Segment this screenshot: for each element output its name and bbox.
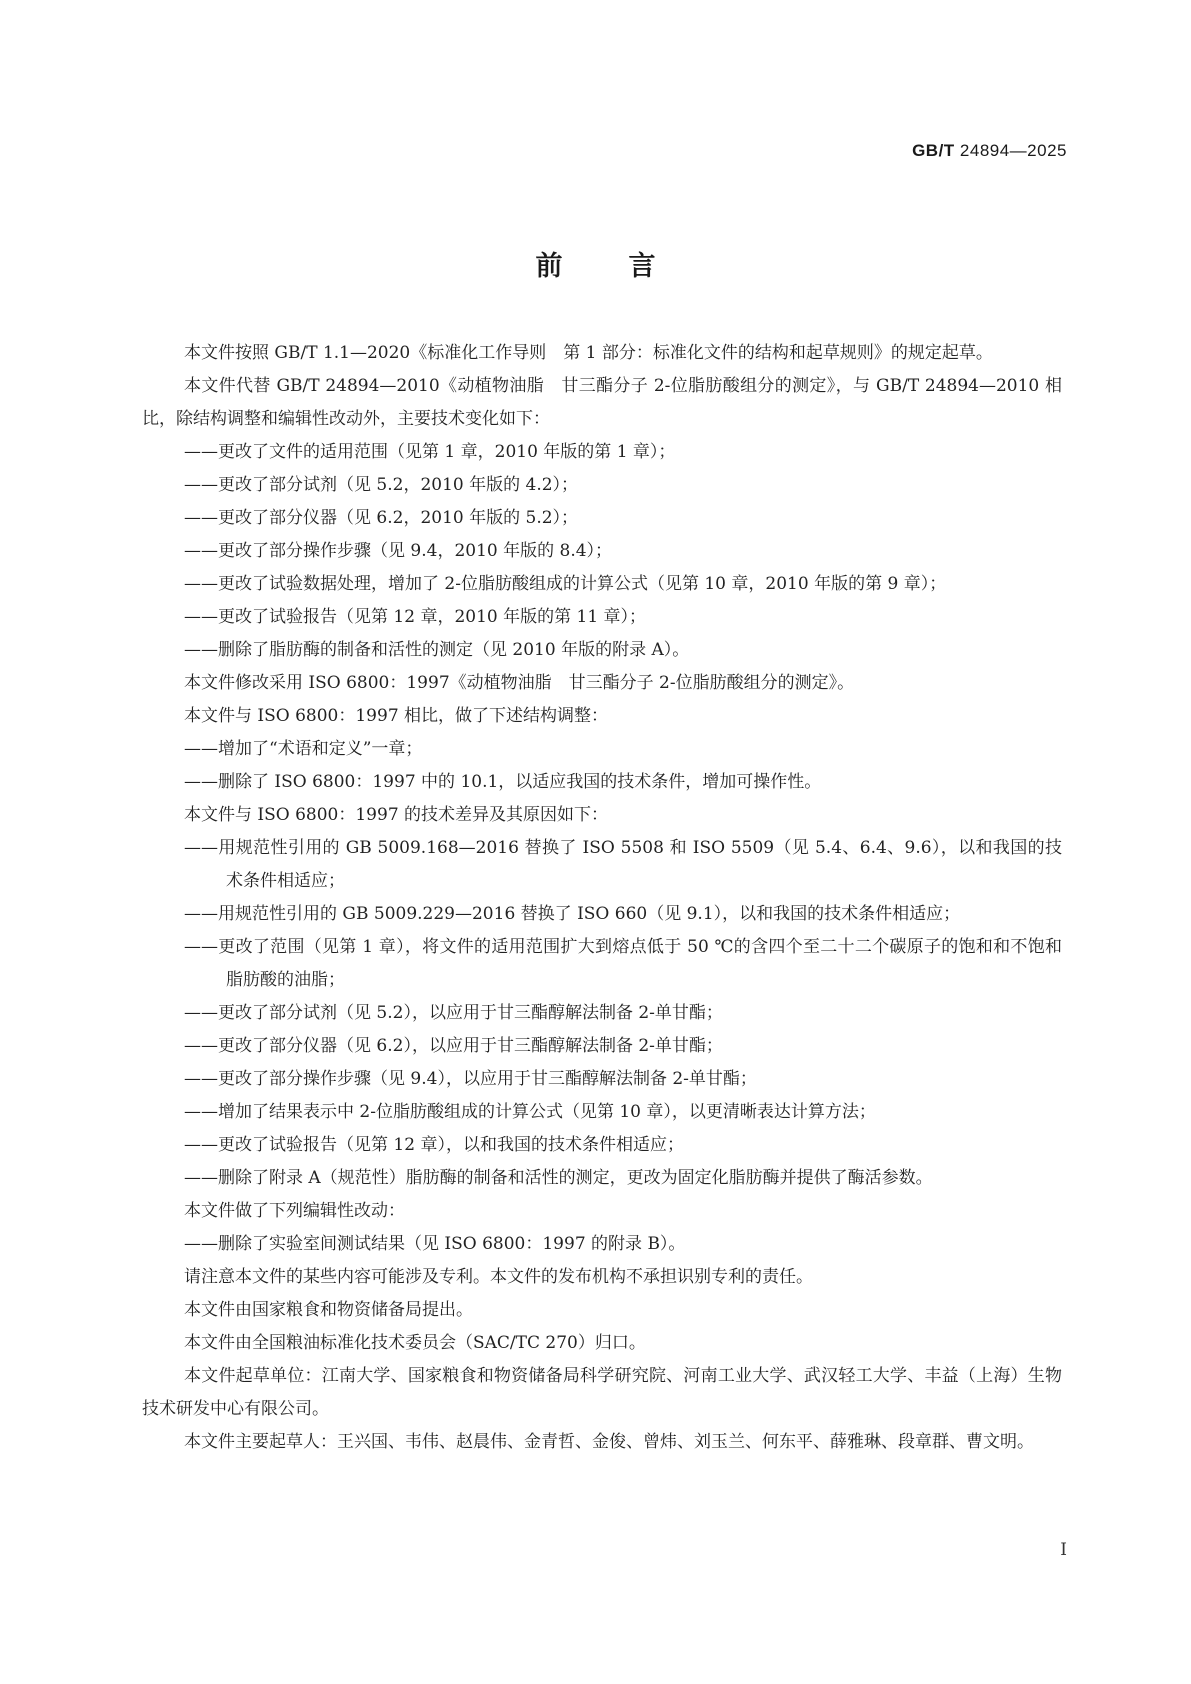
list-item: ——更改了部分仪器（见 6.2），以应用于甘三酯醇解法制备 2-单甘酯； <box>184 1036 723 1056</box>
list-item: ——删除了附录 A（规范性）脂肪酶的制备和活性的测定，更改为固定化脂肪酶并提供了酶活参数。 <box>184 1168 933 1188</box>
list-item: ——更改了范围（见第 1 章），将文件的适用范围扩大到熔点低于 50 ℃的含四个至二十二个碳原子的饱和和不饱和脂肪酸的油脂； <box>184 937 1062 990</box>
foreword-body <box>142 337 1062 1459</box>
page-number: Ⅰ <box>1060 1540 1067 1560</box>
paragraph: 本文件按照 GB/T 1.1—2020《标准化工作导则 第 1 部分：标准化文件的结构和起草规则》的规定起草。 <box>184 343 993 363</box>
standard-number <box>912 141 1067 161</box>
list-item: ——更改了部分操作步骤（见 9.4），以应用于甘三酯醇解法制备 2-单甘酯； <box>184 1069 757 1089</box>
list-item: ——删除了 ISO 6800：1997 中的 10.1，以适应我国的技术条件，增加可操作性。 <box>184 772 822 792</box>
list-item: ——删除了脂肪酶的制备和活性的测定（见 2010 年版的附录 A）。 <box>184 640 690 660</box>
paragraph: 本文件代替 GB/T 24894—2010《动植物油脂 甘三酯分子 2-位脂肪酸组分的测定》，与 GB/T 24894—2010 相比，除结构调整和编辑性改动外，主要技术变化如下： <box>142 376 1062 429</box>
paragraph: 本文件由国家粮食和物资储备局提出。 <box>184 1300 473 1320</box>
paragraph: 请注意本文件的某些内容可能涉及专利。本文件的发布机构不承担识别专利的责任。 <box>184 1267 813 1287</box>
list-item: ——更改了部分试剂（见 5.2，2010 年版的 4.2）； <box>184 475 579 495</box>
standard-code: 24894—2025 <box>959 141 1067 160</box>
list-item: ——删除了实验室间测试结果（见 ISO 6800：1997 的附录 B）。 <box>184 1234 686 1254</box>
list-item: ——更改了试验报告（见第 12 章），以和我国的技术条件相适应； <box>184 1135 684 1155</box>
list-item: ——更改了试验数据处理，增加了 2-位脂肪酸组成的计算公式（见第 10 章，2010 年版的第 9 章）； <box>184 574 947 594</box>
list-item: ——用规范性引用的 GB 5009.168—2016 替换了 ISO 5508 和 ISO 5509（见 5.4、6.4、9.6），以和我国的技术条件相适应； <box>184 838 1062 891</box>
paragraph: 本文件做了下列编辑性改动： <box>184 1201 405 1221</box>
list-item: ——增加了“术语和定义”一章； <box>184 739 423 759</box>
list-item: ——更改了部分操作步骤（见 9.4，2010 年版的 8.4）； <box>184 541 613 561</box>
paragraph: 本文件修改采用 ISO 6800：1997《动植物油脂 甘三酯分子 2-位脂肪酸组分的测定》。 <box>184 673 855 693</box>
list-item: ——增加了结果表示中 2-位脂肪酸组成的计算公式（见第 10 章），以更清晰表达计算方法； <box>184 1102 876 1122</box>
list-item: ——更改了文件的适用范围（见第 1 章，2010 年版的第 1 章）； <box>184 442 676 462</box>
paragraph: 本文件由全国粮油标准化技术委员会（SAC/TC 270）归口。 <box>184 1333 646 1353</box>
paragraph: 本文件主要起草人：王兴国、韦伟、赵晨伟、金青哲、金俊、曾炜、刘玉兰、何东平、薛雅琳、段章群、曹文明。 <box>184 1432 1034 1452</box>
page-title: 前言 <box>535 251 722 282</box>
list-item: ——更改了部分试剂（见 5.2），以应用于甘三酯醇解法制备 2-单甘酯； <box>184 1003 723 1023</box>
list-item: ——更改了部分仪器（见 6.2，2010 年版的 5.2）； <box>184 508 579 528</box>
paragraph: 本文件与 ISO 6800：1997 相比，做了下述结构调整： <box>184 706 609 726</box>
paragraph: 本文件与 ISO 6800：1997 的技术差异及其原因如下： <box>184 805 609 825</box>
standard-prefix: GB/T <box>912 141 955 160</box>
list-item: ——更改了试验报告（见第 12 章，2010 年版的第 11 章）； <box>184 607 647 627</box>
list-item: ——用规范性引用的 GB 5009.229—2016 替换了 ISO 660（见 9.1），以和我国的技术条件相适应； <box>184 904 961 924</box>
paragraph: 本文件起草单位：江南大学、国家粮食和物资储备局科学研究院、河南工业大学、武汉轻工大学、丰益（上海）生物技术研发中心有限公司。 <box>142 1366 1062 1419</box>
